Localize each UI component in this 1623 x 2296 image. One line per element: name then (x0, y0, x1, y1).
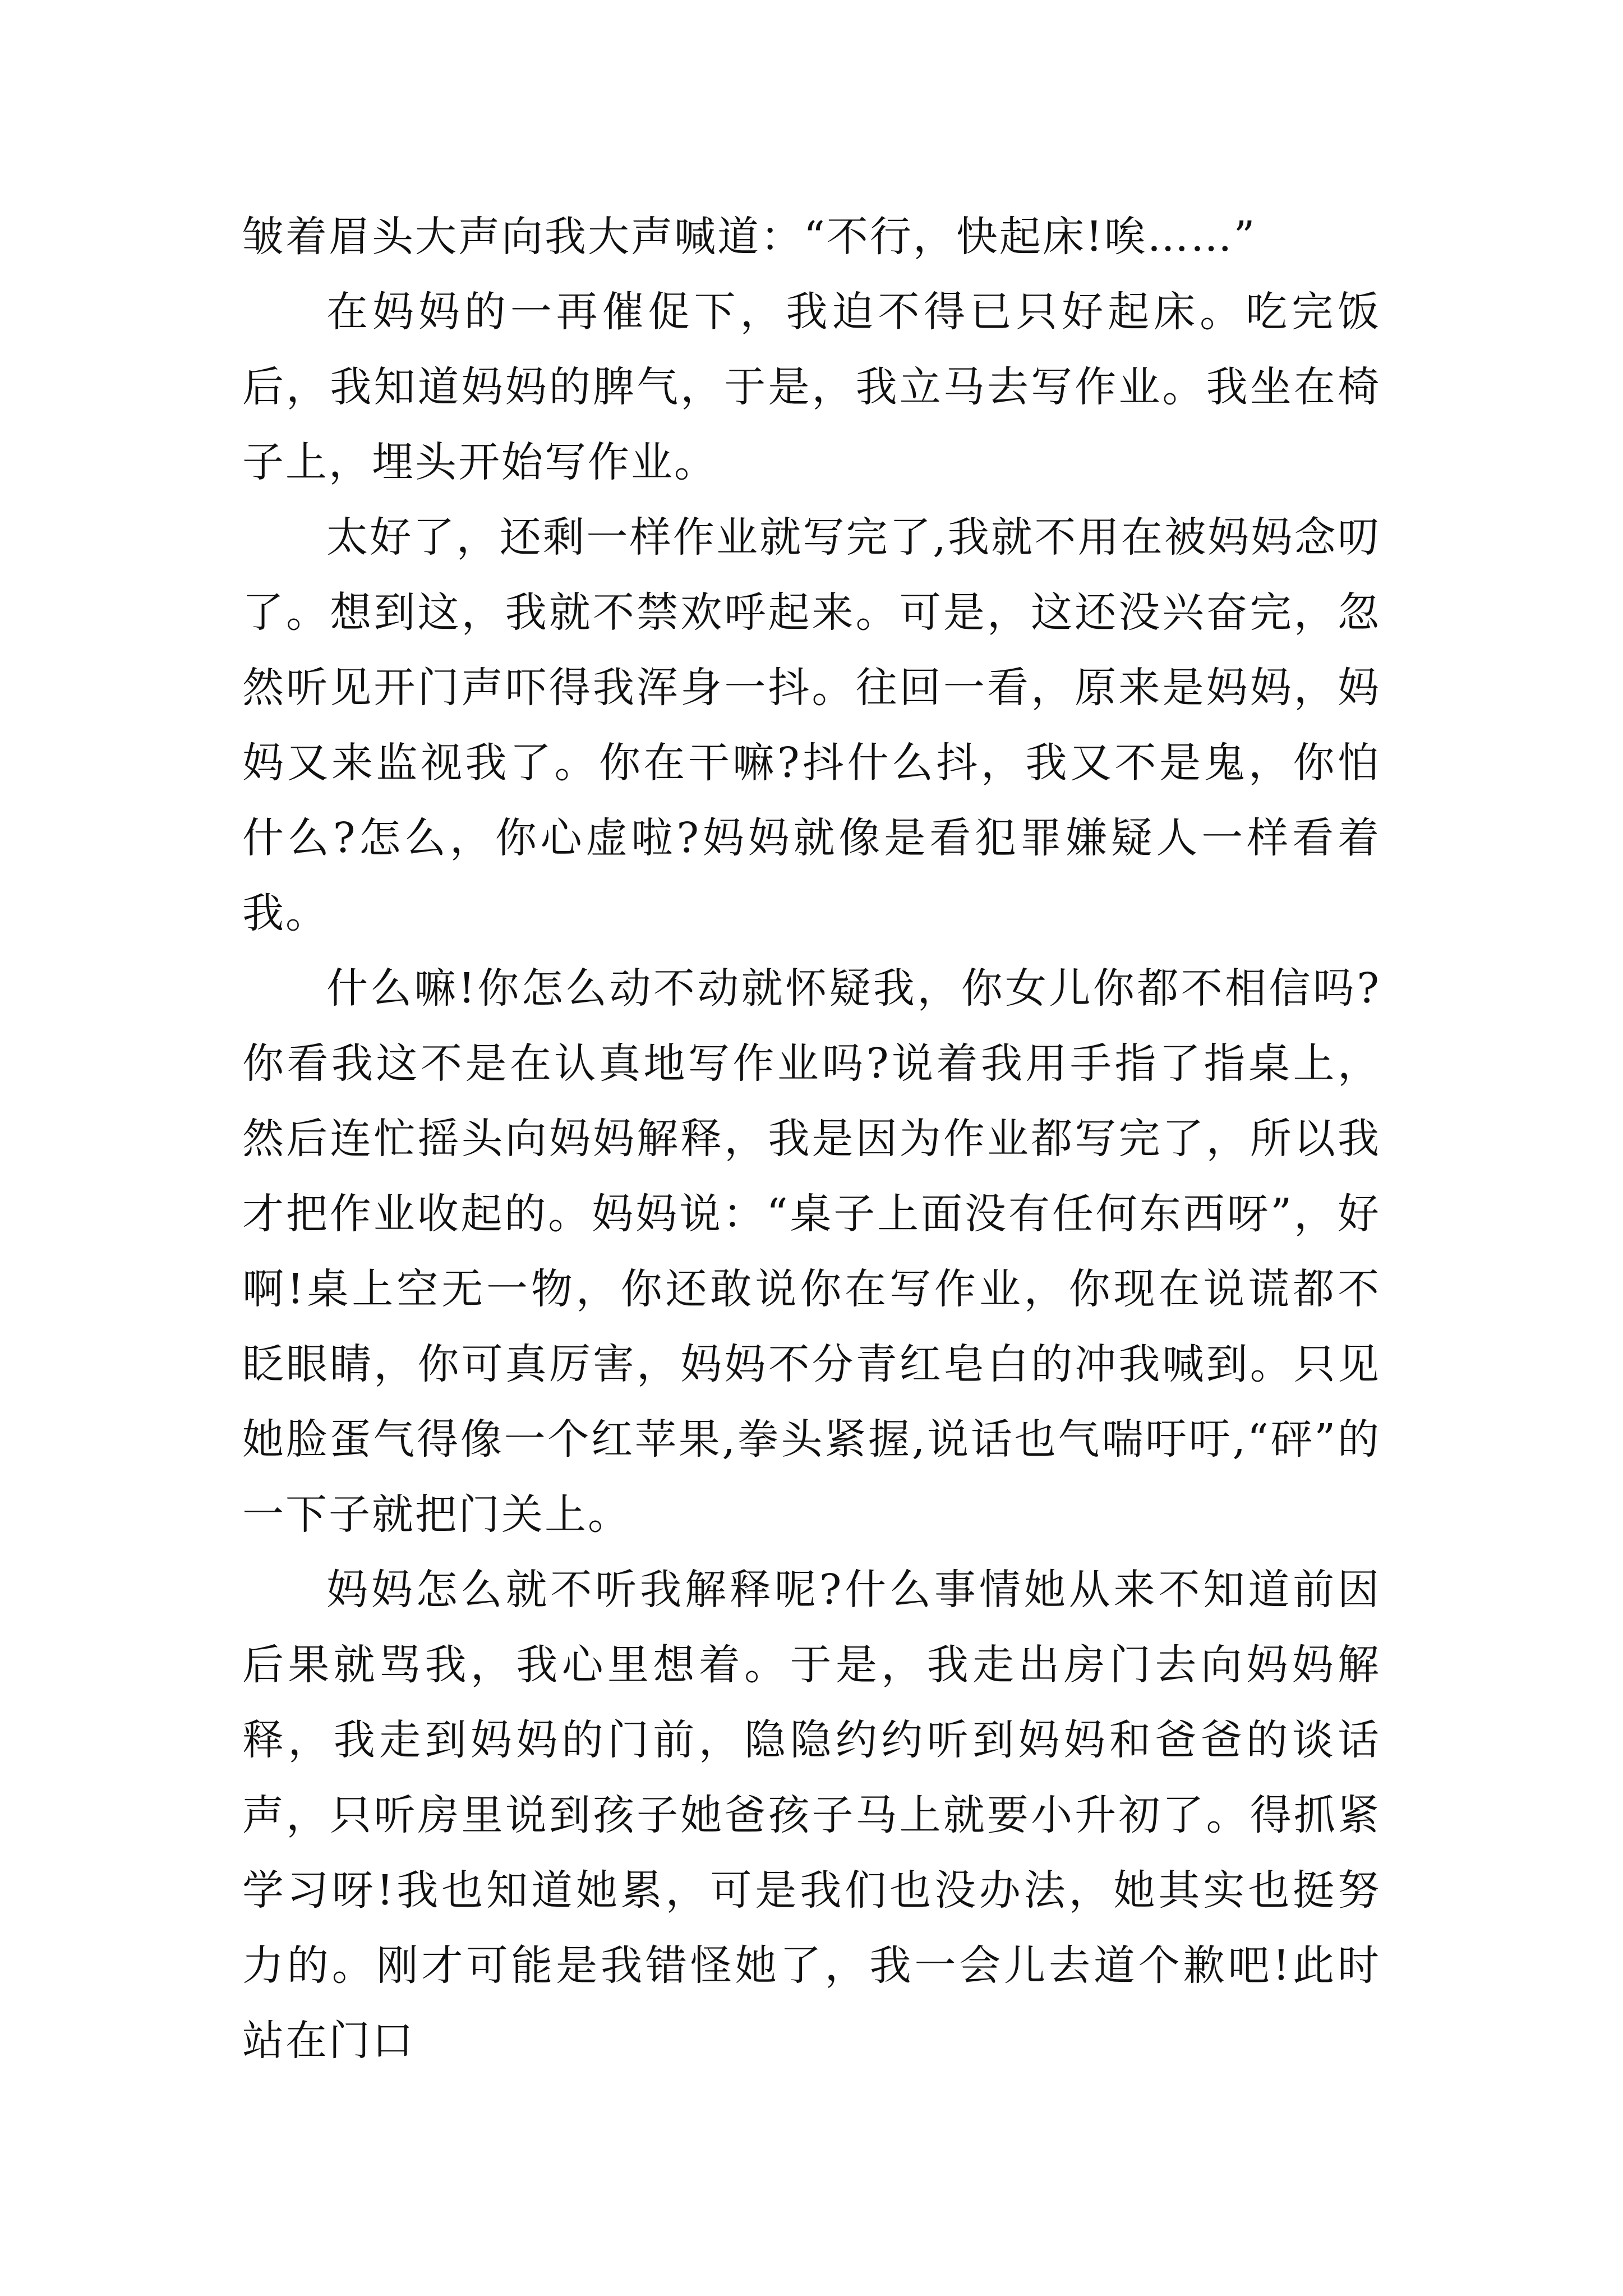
paragraph: 在妈妈的一再催促下，我迫不得已只好起床。吃完饭后，我知道妈妈的脾气，于是，我立马去写作业。我坐在椅子上，埋头开始写作业。 (242, 288, 1381, 486)
paragraph: 妈妈怎么就不听我解释呢?什么事情她从来不知道前因后果就骂我，我心里想着。于是，我走出房门去向妈妈解释，我走到妈妈的门前，隐隐约约听到妈妈和爸爸的谈话声，只听房里说到孩子她爸孩子马上就要小升初了。得抓紧学习呀!我也知道她累，可是我们也没办法，她其实也挺努力的。刚才可能是我错怪她了，我一会儿去道个歉吧!此时站在门口 (242, 1566, 1381, 2065)
paragraph-continued: 皱着眉头大声向我大声喊道：“不行，快起床!唉……” (242, 213, 1257, 261)
paragraph: 什么嘛!你怎么动不动就怀疑我，你女儿你都不相信吗?你看我这不是在认真地写作业吗?说着我用手指了指桌上，然后连忙摇头向妈妈解释，我是因为作业都写完了，所以我才把作业收起的。妈妈说：“桌子上面没有任何东西呀”，好啊!桌上空无一物，你还敢说你在写作业，你现在说谎都不眨眼睛，你可真厉害，妈妈不分青红皂白的冲我喊到。只见她脸蛋气得像一个红苹果,拳头紧握,说话也气喘吁吁,“砰”的一下子就把门关上。 (242, 964, 1381, 1539)
document-body (242, 199, 1381, 2078)
paragraph: 太好了，还剩一样作业就写完了,我就不用在被妈妈念叨了。想到这，我就不禁欢呼起来。可是，这还没兴奋完，忽然听见开门声吓得我浑身一抖。往回一看，原来是妈妈，妈妈又来监视我了。你在干嘛?抖什么抖，我又不是鬼，你怕什么?怎么，你心虚啦?妈妈就像是看犯罪嫌疑人一样看着我。 (242, 513, 1381, 937)
